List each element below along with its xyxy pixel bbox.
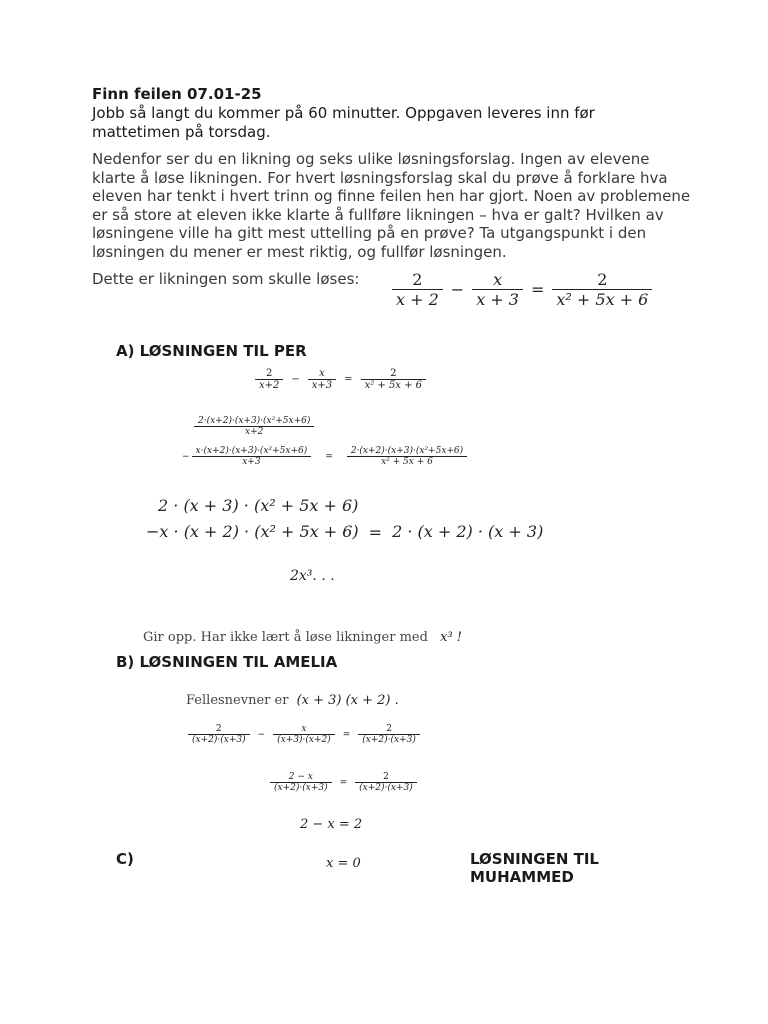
per-give-up-note: Gir opp. Har ikke lært å løse likninger med x³ ! bbox=[143, 630, 462, 645]
fraction-2-over-x-plus-2: $\frac{2}{x + 2}$ bbox=[392, 270, 443, 309]
section-heading-amelia: B) LØSNINGEN TIL AMELIA bbox=[116, 653, 338, 671]
per-step-3-line-1: 2 · (x + 3) · (x² + 5x + 6) bbox=[158, 496, 359, 515]
amelia-step-2: $\frac{2 - x}{(x+2)\cdot(x+3)}$ = $\frac{2}{(x+2)\cdot(x+3)}$ bbox=[270, 772, 417, 793]
per-step-3-line-2: −x · (x + 2) · (x² + 5x + 6) = 2 · (x + 2) · (x + 3) bbox=[146, 522, 544, 542]
page-title: Finn feilen 07.01-25 bbox=[92, 85, 262, 103]
description-paragraph: Nedenfor ser du en likning og seks ulike løsningsforslag. Ingen av elevene klarte å løse likningen. For hvert løsningsforslag skal du prøve å forklare hva eleven har tenkt i hvert trinn og finne feilen hen har gjort. Noen av problemene er så store at eleven ikke klarte å fullføre likningen – hva er galt? Hvilken av løsningene ville ha gitt mest uttelling på en prøve? Ta utgangspunkt i den løsningen du mener er mest riktig, og fullfør løsningen. bbox=[92, 150, 691, 261]
main-equation: $\frac{2}{x + 2}$ − $\frac{x}{x + 3}$ = $\frac{2}{\text{x² + 5x + 6}}$ bbox=[392, 270, 652, 309]
amelia-common-denominator: Fellesnevner er (x + 3) (x + 2) . bbox=[186, 693, 399, 708]
fraction-rhs: $\frac{2}{\text{x² + 5x + 6}}$ bbox=[552, 270, 652, 309]
per-step-2: − $\frac{\text{x·(x+2)·(x+3)·(x²+5x+6)}}{x+3}$ = $\frac{\text{2·(x+2)·(x+3)·(x²+5x+6)}}{\text{x² + 5x + 6}}$ bbox=[180, 446, 467, 467]
section-heading-per: A) LØSNINGEN TIL PER bbox=[116, 342, 307, 360]
per-step-1: $\frac{2}{x+2}$ − $\frac{x}{x+3}$ = $\frac{2}{\text{x² + 5x + 6}}$ bbox=[255, 368, 426, 391]
fraction-x-over-x-plus-3: $\frac{x}{x + 3}$ bbox=[472, 270, 523, 309]
equation-label: Dette er likningen som skulle løses: bbox=[92, 270, 360, 288]
amelia-step-3: 2 − x = 2 bbox=[300, 817, 363, 832]
per-step-2-numerator-fraction: $\frac{\text{2·(x+2)·(x+3)·(x²+5x+6)}}{x+2}$ bbox=[194, 416, 314, 437]
amelia-step-4: x = 0 bbox=[326, 856, 361, 871]
per-step-4: 2x³. . . bbox=[290, 568, 335, 584]
intro-text: Jobb så langt du kommer på 60 minutter. Oppgaven leveres inn før mattetimen på torsdag. bbox=[92, 104, 595, 141]
section-label-c: C) bbox=[116, 850, 134, 868]
section-heading-muhammed: LØSNINGEN TIL MUHAMMED bbox=[470, 850, 599, 886]
amelia-step-1: $\frac{2}{(x+2)\cdot(x+3)}$ − $\frac{x}{(x+3)\cdot(x+2)}$ = $\frac{2}{(x+2)\cdot(x+3)}$ bbox=[188, 724, 420, 745]
